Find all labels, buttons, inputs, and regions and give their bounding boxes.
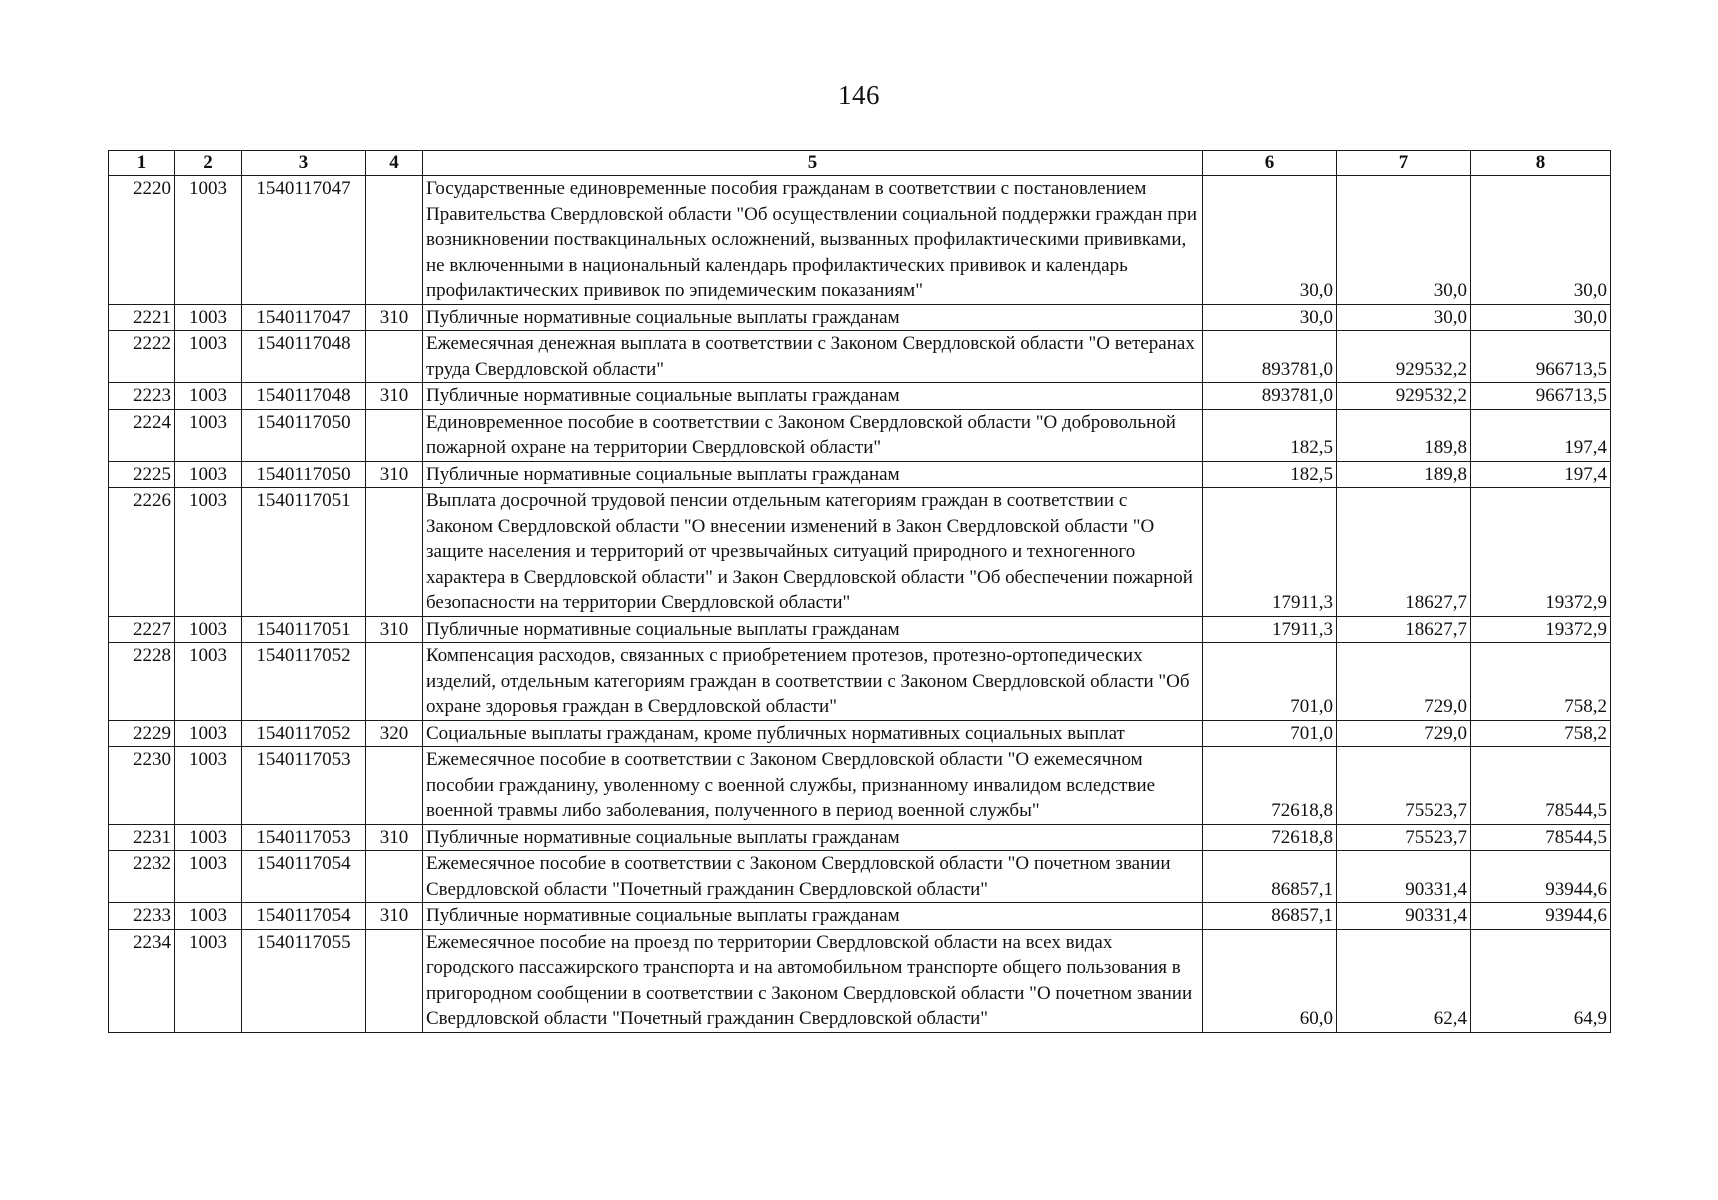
row-number: 2221 (109, 304, 175, 331)
section-code: 1003 (175, 461, 242, 488)
section-code: 1003 (175, 616, 242, 643)
item-name: Компенсация расходов, связанных с приобретением протезов, протезно-ортопедических изделий, отдельным категориям граждан в соответствии с Законом Свердловской области "Об охране здоровья граждан в Свердловской области" (423, 643, 1203, 721)
amount-year-3: 19372,9 (1471, 488, 1611, 617)
amount-year-2: 75523,7 (1337, 747, 1471, 825)
target-item-code: 1540117050 (242, 461, 366, 488)
table-row (109, 747, 1611, 825)
row-number: 2225 (109, 461, 175, 488)
target-item-code: 1540117053 (242, 824, 366, 851)
amount-year-1: 72618,8 (1203, 824, 1337, 851)
amount-year-2: 929532,2 (1337, 331, 1471, 383)
amount-year-1: 30,0 (1203, 304, 1337, 331)
target-item-code: 1540117048 (242, 331, 366, 383)
item-name: Ежемесячная денежная выплата в соответствии с Законом Свердловской области "О ветеранах труда Свердловской области" (423, 331, 1203, 383)
amount-year-2: 18627,7 (1337, 488, 1471, 617)
target-item-code: 1540117047 (242, 176, 366, 305)
target-item-code: 1540117054 (242, 903, 366, 930)
table-row (109, 824, 1611, 851)
amount-year-1: 17911,3 (1203, 488, 1337, 617)
expense-type-code (366, 176, 423, 305)
section-code: 1003 (175, 383, 242, 410)
expense-type-code: 310 (366, 383, 423, 410)
item-name: Выплата досрочной трудовой пенсии отдельным категориям граждан в соответствии с Законом Свердловской области "О внесении изменений в Закон Свердловской области "О защите населения и территорий от чрезвычайных ситуаций природного и техногенного характера в Свердловской области" и Закон Свердловской области "Об обеспечении пожарной безопасности на территории Свердловской области" (423, 488, 1203, 617)
table-row (109, 720, 1611, 747)
section-code: 1003 (175, 643, 242, 721)
row-number: 2223 (109, 383, 175, 410)
item-name: Ежемесячное пособие на проезд по территории Свердловской области на всех видах городского пассажирского транспорта и на автомобильном транспорте общего пользования в пригородном сообщении в соответствии с Законом Свердловской области "О почетном звании Свердловской области "Почетный гражданин Свердловской области" (423, 929, 1203, 1032)
target-item-code: 1540117055 (242, 929, 366, 1032)
amount-year-1: 86857,1 (1203, 851, 1337, 903)
section-code: 1003 (175, 488, 242, 617)
row-number: 2226 (109, 488, 175, 617)
amount-year-2: 929532,2 (1337, 383, 1471, 410)
column-header: 3 (242, 151, 366, 176)
amount-year-1: 893781,0 (1203, 331, 1337, 383)
table-row (109, 304, 1611, 331)
table-header-row (109, 151, 1611, 176)
target-item-code: 1540117047 (242, 304, 366, 331)
table-row (109, 488, 1611, 617)
section-code: 1003 (175, 331, 242, 383)
amount-year-3: 93944,6 (1471, 903, 1611, 930)
expense-type-code (366, 643, 423, 721)
row-number: 2230 (109, 747, 175, 825)
row-number: 2234 (109, 929, 175, 1032)
amount-year-2: 62,4 (1337, 929, 1471, 1032)
amount-year-1: 182,5 (1203, 409, 1337, 461)
expense-type-code: 310 (366, 461, 423, 488)
row-number: 2224 (109, 409, 175, 461)
column-header: 1 (109, 151, 175, 176)
budget-sheet (108, 150, 1610, 1033)
section-code: 1003 (175, 851, 242, 903)
budget-table (108, 150, 1611, 1033)
expense-type-code: 310 (366, 304, 423, 331)
table-body (109, 176, 1611, 1033)
item-name: Публичные нормативные социальные выплаты гражданам (423, 903, 1203, 930)
amount-year-2: 90331,4 (1337, 903, 1471, 930)
amount-year-1: 701,0 (1203, 643, 1337, 721)
row-number: 2233 (109, 903, 175, 930)
amount-year-2: 189,8 (1337, 461, 1471, 488)
section-code: 1003 (175, 903, 242, 930)
amount-year-2: 75523,7 (1337, 824, 1471, 851)
section-code: 1003 (175, 824, 242, 851)
table-row (109, 643, 1611, 721)
amount-year-3: 758,2 (1471, 643, 1611, 721)
amount-year-3: 197,4 (1471, 461, 1611, 488)
expense-type-code (366, 409, 423, 461)
amount-year-1: 701,0 (1203, 720, 1337, 747)
amount-year-3: 30,0 (1471, 176, 1611, 305)
page-number: 146 (838, 80, 880, 110)
item-name: Ежемесячное пособие в соответствии с Законом Свердловской области "О почетном звании Свердловской области "Почетный гражданин Свердловской области" (423, 851, 1203, 903)
row-number: 2232 (109, 851, 175, 903)
column-header: 8 (1471, 151, 1611, 176)
target-item-code: 1540117051 (242, 488, 366, 617)
amount-year-2: 729,0 (1337, 720, 1471, 747)
table-row (109, 331, 1611, 383)
expense-type-code (366, 331, 423, 383)
item-name: Публичные нормативные социальные выплаты гражданам (423, 304, 1203, 331)
section-code: 1003 (175, 304, 242, 331)
amount-year-3: 78544,5 (1471, 824, 1611, 851)
amount-year-1: 182,5 (1203, 461, 1337, 488)
amount-year-1: 30,0 (1203, 176, 1337, 305)
item-name: Государственные единовременные пособия гражданам в соответствии с постановлением Правительства Свердловской области "Об осуществлении социальной поддержки граждан при возникновении поствакцинальных осложнений, вызванных профилактическими прививками, не включенными в национальный календарь профилактических прививок и календарь профилактических прививок по эпидемическим показаниям" (423, 176, 1203, 305)
table-row (109, 616, 1611, 643)
amount-year-3: 78544,5 (1471, 747, 1611, 825)
expense-type-code: 310 (366, 616, 423, 643)
amount-year-3: 19372,9 (1471, 616, 1611, 643)
row-number: 2227 (109, 616, 175, 643)
target-item-code: 1540117051 (242, 616, 366, 643)
section-code: 1003 (175, 409, 242, 461)
expense-type-code (366, 929, 423, 1032)
column-header: 7 (1337, 151, 1471, 176)
amount-year-1: 893781,0 (1203, 383, 1337, 410)
expense-type-code (366, 851, 423, 903)
item-name: Публичные нормативные социальные выплаты гражданам (423, 824, 1203, 851)
amount-year-3: 966713,5 (1471, 383, 1611, 410)
expense-type-code (366, 747, 423, 825)
target-item-code: 1540117054 (242, 851, 366, 903)
section-code: 1003 (175, 720, 242, 747)
expense-type-code (366, 488, 423, 617)
item-name: Единовременное пособие в соответствии с Законом Свердловской области "О добровольной пожарной охране на территории Свердловской области" (423, 409, 1203, 461)
column-header: 2 (175, 151, 242, 176)
amount-year-1: 17911,3 (1203, 616, 1337, 643)
row-number: 2229 (109, 720, 175, 747)
table-row (109, 903, 1611, 930)
column-header: 6 (1203, 151, 1337, 176)
amount-year-1: 60,0 (1203, 929, 1337, 1032)
row-number: 2231 (109, 824, 175, 851)
amount-year-2: 729,0 (1337, 643, 1471, 721)
item-name: Публичные нормативные социальные выплаты гражданам (423, 461, 1203, 488)
amount-year-2: 189,8 (1337, 409, 1471, 461)
amount-year-2: 30,0 (1337, 304, 1471, 331)
amount-year-3: 197,4 (1471, 409, 1611, 461)
column-header: 4 (366, 151, 423, 176)
table-row (109, 176, 1611, 305)
expense-type-code: 320 (366, 720, 423, 747)
item-name: Социальные выплаты гражданам, кроме публичных нормативных социальных выплат (423, 720, 1203, 747)
item-name: Публичные нормативные социальные выплаты гражданам (423, 383, 1203, 410)
section-code: 1003 (175, 747, 242, 825)
table-row (109, 461, 1611, 488)
table-row (109, 851, 1611, 903)
amount-year-2: 30,0 (1337, 176, 1471, 305)
item-name: Ежемесячное пособие в соответствии с Законом Свердловской области "О ежемесячном пособии гражданину, уволенному с военной службы, признанному инвалидом вследствие военной травмы либо заболевания, полученного в период военной службы" (423, 747, 1203, 825)
target-item-code: 1540117053 (242, 747, 366, 825)
row-number: 2222 (109, 331, 175, 383)
amount-year-2: 90331,4 (1337, 851, 1471, 903)
table-row (109, 929, 1611, 1032)
row-number: 2228 (109, 643, 175, 721)
section-code: 1003 (175, 929, 242, 1032)
amount-year-1: 72618,8 (1203, 747, 1337, 825)
amount-year-3: 93944,6 (1471, 851, 1611, 903)
target-item-code: 1540117050 (242, 409, 366, 461)
amount-year-3: 758,2 (1471, 720, 1611, 747)
amount-year-2: 18627,7 (1337, 616, 1471, 643)
amount-year-1: 86857,1 (1203, 903, 1337, 930)
target-item-code: 1540117052 (242, 720, 366, 747)
target-item-code: 1540117052 (242, 643, 366, 721)
section-code: 1003 (175, 176, 242, 305)
expense-type-code: 310 (366, 824, 423, 851)
target-item-code: 1540117048 (242, 383, 366, 410)
table-row (109, 409, 1611, 461)
row-number: 2220 (109, 176, 175, 305)
expense-type-code: 310 (366, 903, 423, 930)
amount-year-3: 64,9 (1471, 929, 1611, 1032)
amount-year-3: 30,0 (1471, 304, 1611, 331)
column-header: 5 (423, 151, 1203, 176)
table-row (109, 383, 1611, 410)
amount-year-3: 966713,5 (1471, 331, 1611, 383)
item-name: Публичные нормативные социальные выплаты гражданам (423, 616, 1203, 643)
